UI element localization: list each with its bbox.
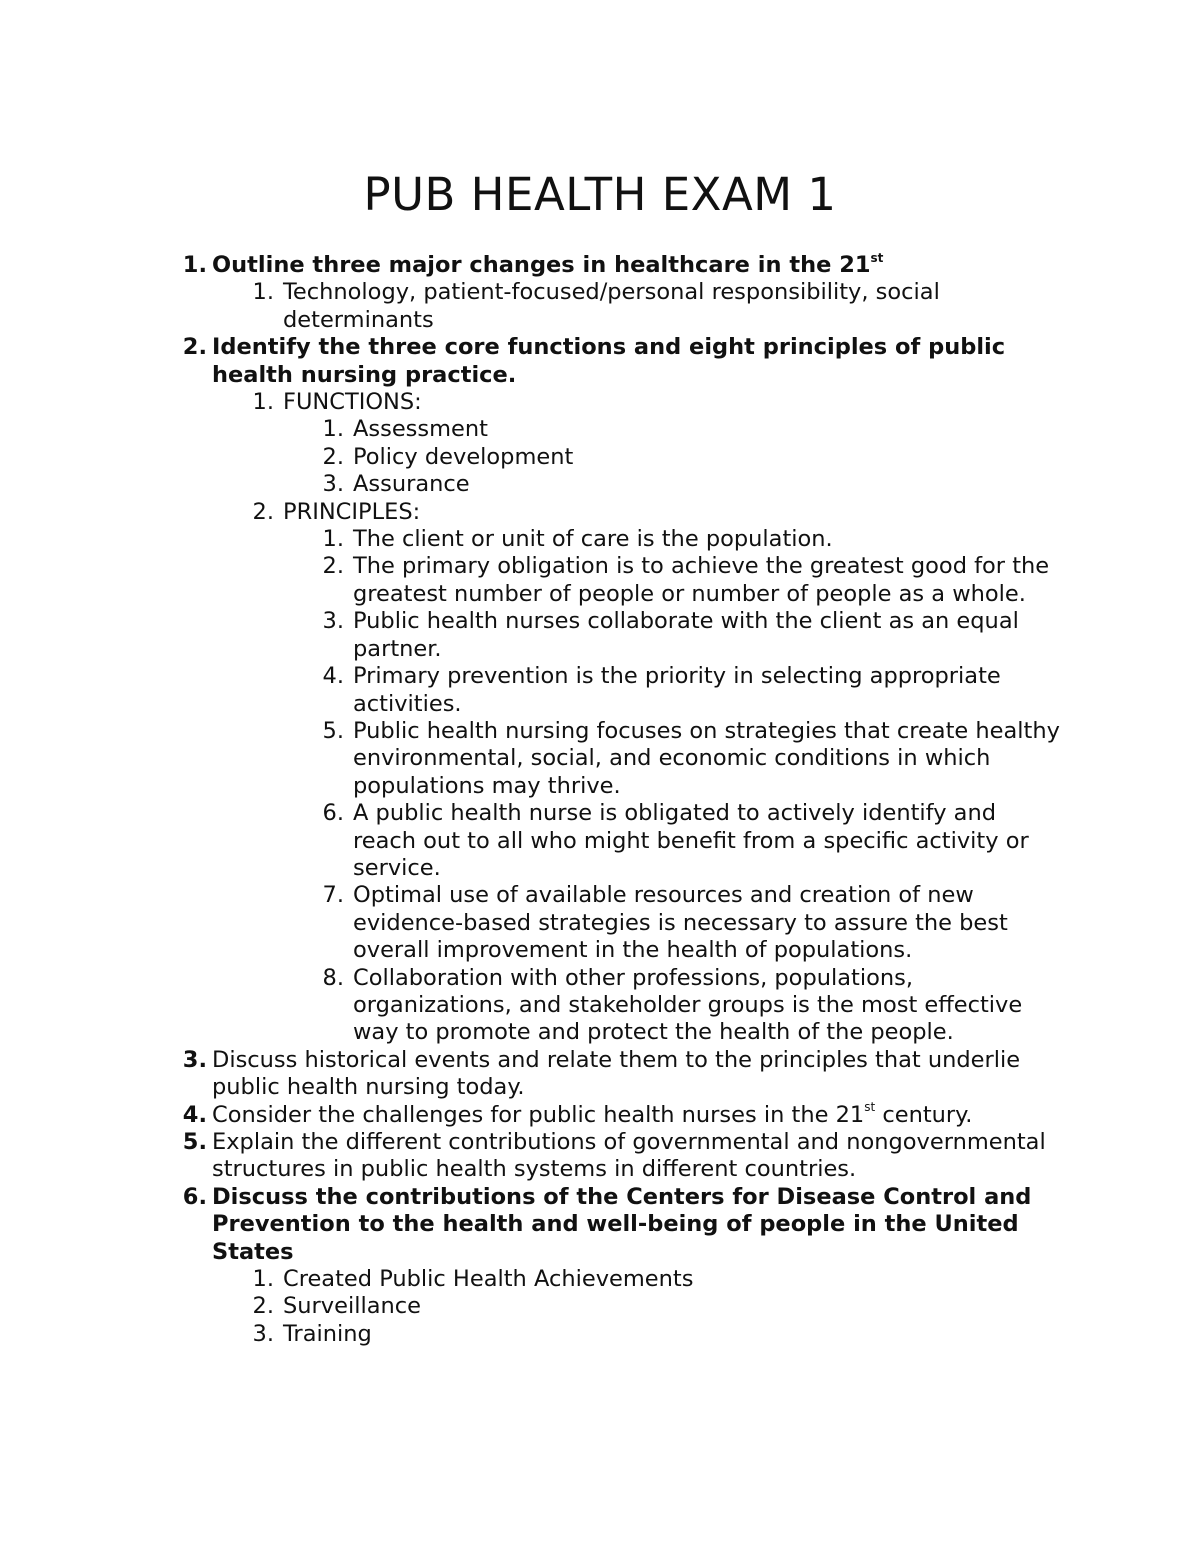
principle-item xyxy=(0,965,1200,1047)
item-number: 5. xyxy=(322,717,344,744)
question-4 xyxy=(0,1102,1200,1129)
answer-item xyxy=(0,1321,1200,1348)
principle-item xyxy=(0,608,1200,663)
question-2 xyxy=(0,334,1200,389)
item-number: 2. xyxy=(322,443,344,470)
item-text: Assessment xyxy=(353,416,488,443)
principle-item xyxy=(0,553,1200,608)
item-text: The client or unit of care is the population. xyxy=(353,526,833,553)
superscript: st xyxy=(870,250,884,265)
section-number: 2. xyxy=(252,498,274,525)
section-number: 1. xyxy=(252,389,274,416)
item-number: 6. xyxy=(322,800,344,827)
item-number: 1. xyxy=(322,526,344,553)
principle-item xyxy=(0,663,1200,718)
item-number: 4. xyxy=(322,663,344,690)
principle-item xyxy=(0,526,1200,553)
answer-number: 1. xyxy=(252,1266,274,1293)
answer-item xyxy=(0,1266,1200,1293)
principle-item xyxy=(0,718,1200,800)
item-text: Collaboration with other professions, populations, organizations, and stakeholder groups is the most effective way to promote and protect the health of the people. xyxy=(353,964,1023,1046)
principle-item xyxy=(0,800,1200,882)
item-text: Optimal use of available resources and creation of new evidence-based strategies is necessary to assure the best overall improvement in the health of populations. xyxy=(353,882,1008,964)
question-1 xyxy=(0,252,1200,279)
answer-item xyxy=(0,279,1200,334)
answer-text: Surveillance xyxy=(283,1293,421,1320)
answer-text: Created Public Health Achievements xyxy=(283,1266,694,1293)
item-number: 3. xyxy=(322,608,344,635)
item-text: Assurance xyxy=(353,471,470,498)
question-3 xyxy=(0,1047,1200,1102)
question-number: 6. xyxy=(182,1183,207,1210)
question-number: 1. xyxy=(182,252,207,278)
function-item xyxy=(0,471,1200,498)
question-text: Discuss historical events and relate them to the principles that underlie public health nursing today. xyxy=(212,1046,1021,1101)
question-number: 5. xyxy=(182,1129,207,1155)
question-number: 4. xyxy=(182,1101,207,1128)
item-text: A public health nurse is obligated to actively identify and reach out to all who might benefit from a specific activity or service. xyxy=(353,800,1029,881)
section-label: FUNCTIONS: xyxy=(283,389,422,416)
function-item xyxy=(0,444,1200,471)
item-number: 1. xyxy=(322,416,344,443)
question-list xyxy=(0,252,1200,1348)
answer-number: 2. xyxy=(252,1293,274,1320)
question-5 xyxy=(0,1129,1200,1184)
item-text: Primary prevention is the priority in selecting appropriate activities. xyxy=(353,663,1001,717)
question-number: 2. xyxy=(182,334,207,361)
principle-item xyxy=(0,882,1200,964)
superscript: st xyxy=(864,1100,876,1115)
section-principles xyxy=(0,499,1200,526)
section-label: PRINCIPLES: xyxy=(283,498,421,525)
document-title: PUB HEALTH EXAM 1 xyxy=(363,168,837,221)
function-item xyxy=(0,416,1200,443)
question-text: Identify the three core functions and eight principles of public health nursing practice. xyxy=(212,334,1006,388)
answer-text: Training xyxy=(283,1320,372,1347)
item-text: Policy development xyxy=(353,443,574,470)
question-6 xyxy=(0,1184,1200,1266)
question-text: Explain the different contributions of governmental and nongovernmental structures in public health systems in different countries. xyxy=(212,1129,1046,1183)
question-number: 3. xyxy=(182,1046,207,1073)
question-text: Consider the challenges for public health nurses in the 21st century. xyxy=(212,1100,973,1128)
answer-text: Technology, patient-focused/personal responsibility, social determinants xyxy=(283,279,940,333)
answer-number: 3. xyxy=(252,1320,274,1347)
answer-number: 1. xyxy=(252,279,274,306)
item-number: 2. xyxy=(322,553,344,580)
item-number: 8. xyxy=(322,964,344,991)
item-text: Public health nurses collaborate with the client as an equal partner. xyxy=(353,608,1019,662)
question-text: Outline three major changes in healthcare in the 21st xyxy=(212,250,884,278)
section-functions xyxy=(0,389,1200,416)
item-text: The primary obligation is to achieve the greatest good for the greatest number of people or number of people as a whole. xyxy=(353,553,1050,607)
item-number: 7. xyxy=(322,882,344,909)
answer-item xyxy=(0,1293,1200,1320)
question-text: Discuss the contributions of the Centers for Disease Control and Prevention to the health and well-being of people in the United States xyxy=(212,1183,1032,1265)
item-number: 3. xyxy=(322,471,344,498)
item-text: Public health nursing focuses on strategies that create healthy environmental, social, and economic conditions in which populations may thrive. xyxy=(353,717,1060,799)
